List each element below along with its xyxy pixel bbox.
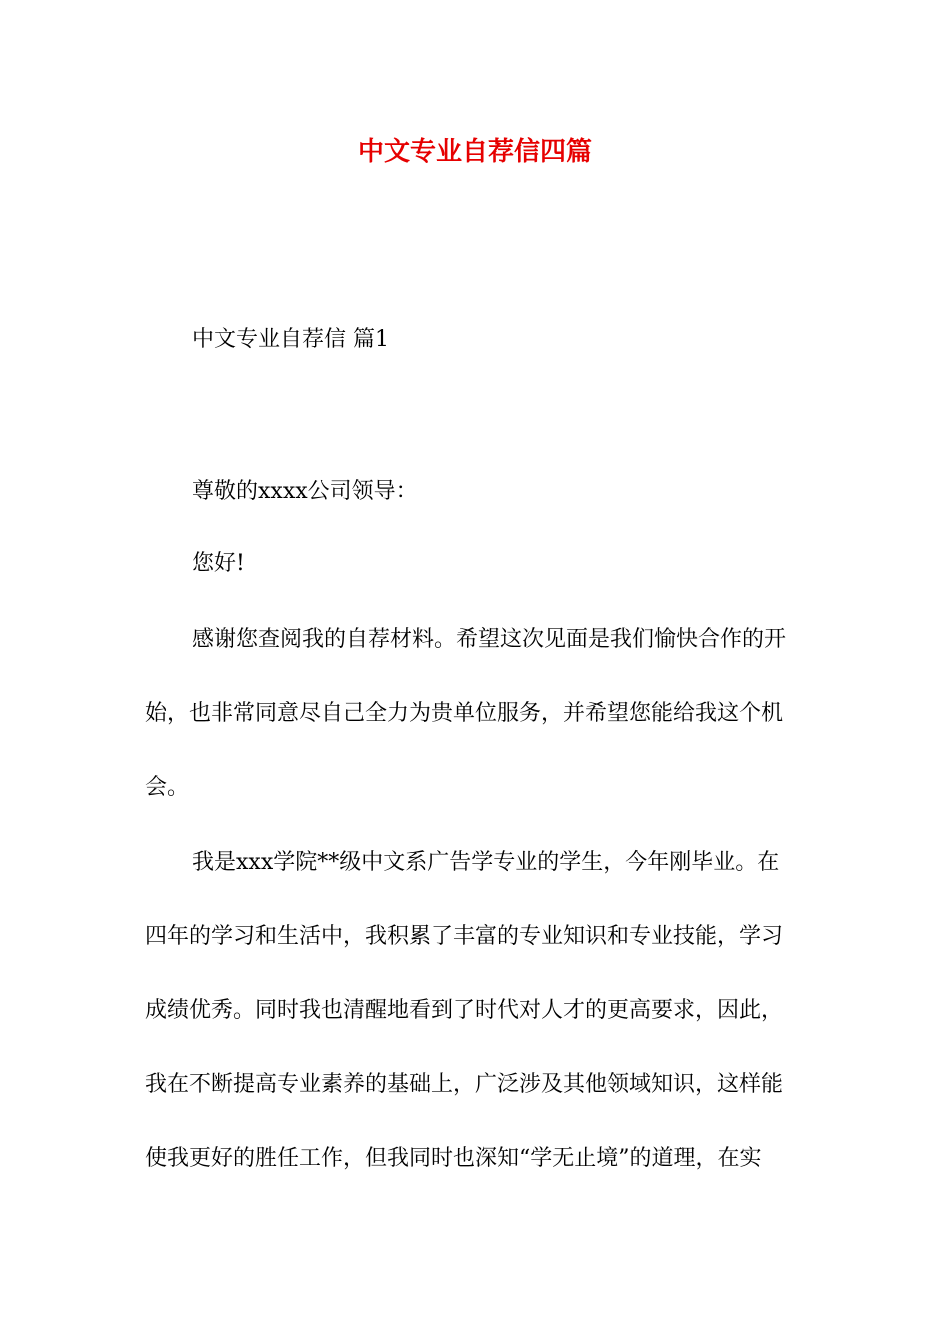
document-title: 中文专业自荐信四篇	[357, 137, 592, 167]
paragraph-line: 成绩优秀。同时我也清醒地看到了时代对人才的更高要求，因此，	[145, 998, 784, 1023]
paragraph-line: 始，也非常同意尽自己全力为贵单位服务，并希望您能给我这个机	[145, 701, 784, 726]
paragraph-line: 我在不断提高专业素养的基础上，广泛涉及其他领域知识，这样能	[145, 1072, 784, 1097]
letter-salutation: 尊敬的xxxx公司领导：	[192, 479, 418, 504]
paragraph-line: 我是xxx学院**级中文系广告学专业的学生，今年刚毕业。在	[192, 850, 780, 875]
paragraph-line: 会。	[145, 775, 190, 800]
paragraph-line: 四年的学习和生活中，我积累了丰富的专业知识和专业技能，学习	[145, 924, 784, 949]
paragraph-2	[145, 826, 805, 1196]
paragraph-1	[145, 603, 805, 825]
letter-greeting: 您好!	[192, 551, 245, 576]
paragraph-line: 使我更好的胜任工作，但我同时也深知“学无止境”的道理，在实	[145, 1146, 762, 1171]
section-heading: 中文专业自荐信 篇1	[192, 327, 389, 352]
paragraph-line: 感谢您查阅我的自荐材料。希望这次见面是我们愉快合作的开	[192, 627, 787, 652]
